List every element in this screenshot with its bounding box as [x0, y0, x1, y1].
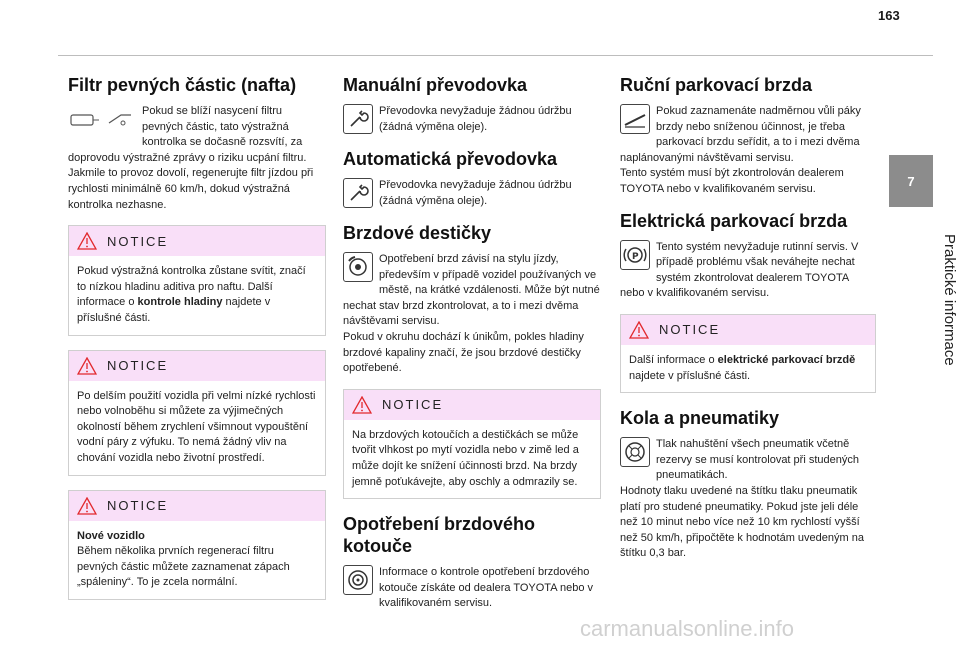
auto-gearbox-text: Převodovka nevyžaduje žádnou údržbu (žádná výměna oleje). [379, 179, 572, 207]
parking-brake-icon [620, 240, 650, 270]
notice-box [68, 350, 326, 476]
dpf-warning-icon [68, 104, 136, 134]
tyres-text: Tlak nahuštění všech pneumatik včetně rezervy se musí kontrolovat při studených pneumatikách. [656, 438, 859, 482]
notice-text: Během několika prvních regenerací filtru pevných částic můžete zaznamenat zápach „spáleniny“. To je zcela normální. [77, 545, 290, 589]
handbrake-text-2: Tento systém musí být zkontrolován dealerem TOYOTA nebo v kvalifikovaném servisu. [620, 167, 844, 195]
notice-box [620, 314, 876, 393]
notice-box [68, 490, 326, 600]
notice-title: NOTICE [107, 358, 169, 374]
heading-wheels-tyres: Kola a pneumatiky [620, 408, 780, 429]
brake-pads-text-2: Pokud v okruhu dochází k únikům, pokles hladiny brzdové kapaliny značí, že jsou brzdové destičky opotřebené. [343, 330, 584, 375]
header-rule [58, 55, 933, 56]
warning-triangle-icon [77, 232, 97, 250]
handbrake-text: Pokud zaznamenáte nadměrnou vůli páky brzdy nebo sníženou účinnost, je třeba parkovací brzdu seřídit, a to i mezi dvěma naplánovanými návštěvami servisu. [620, 105, 861, 164]
svg-text:P: P [632, 251, 639, 262]
chapter-tab[interactable]: 7 [889, 155, 933, 207]
notice-title: NOTICE [382, 397, 444, 413]
warning-triangle-icon [77, 497, 97, 515]
dpf-intro-2: Jakmile to provoz dovolí, regenerujte filtr jízdou při rychlosti minimálně 60 km/h, dokud výstražná kontrolka nezhasne. [68, 167, 314, 211]
notice-text: Po delším použití vozidla při velmi nízké rychlosti nebo volnoběhu si můžete za výjimečných okolností během zrychlení všimnout vypouštění vodní páry z výfuku. To nemá žádný vliv na chování vozidla nebo životní prostředí. [77, 389, 316, 464]
dpf-intro: Pokud se blíží nasycení filtru pevných částic, tato výstražná kontrolka se dočasně rozsvítí, za doprovodu výstražné zprávy o riziku ucpání filtru. [68, 105, 307, 164]
heading-electric-parking-brake: Elektrická parkovací brzda [620, 210, 848, 231]
page-number: 163 [878, 8, 900, 23]
column-dpf [68, 74, 326, 614]
chapter-label: Praktické informace [941, 234, 958, 366]
heading-auto-gearbox: Automatická převodovka [343, 149, 558, 169]
warning-triangle-icon [352, 396, 372, 414]
manual-gearbox-text: Převodovka nevyžaduje žádnou údržbu (žádná výměna oleje). [379, 105, 572, 133]
handbrake-lever-icon [620, 104, 650, 134]
notice-text: Další informace o elektrické parkovací brzdě najdete v příslušné části. [629, 353, 856, 382]
column-transmission-brakes [343, 74, 601, 612]
brake-pads-text: Opotřebení brzd závisí na stylu jízdy, především v případě vozidel používaných ve městě, na krátké vzdálenosti. Může být nutné nechat stav brzd zkontrolovat, a to i mezi dvěma návštěvami servisu. [343, 253, 600, 328]
tyres-text-2: Hodnoty tlaku uvedené na štítku tlaku pneumatik platí pro studené pneumatiky. Pokud jste jeli déle než 10 minut nebo více než 10 km rychlostí vyšší než 50 km/h, připočtěte k hodnotám uvedeným na štítku 0,3 bar. [620, 484, 864, 560]
notice-title: NOTICE [659, 322, 721, 338]
heading-brake-disc-wear: Opotřebení brzdového kotouče [343, 514, 536, 557]
tyre-icon [620, 437, 650, 467]
notice-text: Na brzdových kotoučích a destičkách se může tvořit vlhkost po mytí vozidla nebo v zimě led a může dojít ke snížení účinnosti brzd. Na brzdy jemně poťukávejte, aby oschly a odmrazily se. [352, 428, 579, 488]
column-parking-tyres [620, 74, 876, 562]
notice-title: NOTICE [107, 498, 169, 513]
warning-triangle-icon [629, 321, 649, 339]
heading-manual-gearbox: Manuální převodovka [343, 75, 528, 95]
notice-box [68, 225, 326, 335]
notice-title: NOTICE [107, 233, 169, 249]
notice-text: Pokud výstražná kontrolka zůstane svítit, značí to nízkou hladinu aditiva pro naftu. Další informace o kontrole hladiny najdete v příslušné části. [77, 265, 306, 324]
wrench-icon [343, 178, 373, 208]
watermark: carmanualsonline.info [580, 616, 795, 641]
wrench-icon [343, 104, 373, 134]
notice-bold-line: Nové vozidlo [77, 529, 145, 542]
heading-brake-pads: Brzdové destičky [343, 223, 492, 243]
brake-disc-icon [343, 565, 373, 595]
epb-text: Tento systém nevyžaduje rutinní servis. V případě problému však neváhejte nechat systém zkontrolovat dealerem TOYOTA nebo v kvalifikovaném servisu. [620, 240, 859, 300]
brake-pad-icon [343, 252, 373, 282]
warning-triangle-icon [77, 357, 97, 375]
brake-disc-text: Informace o kontrole opotřebení brzdového kotouče získáte od dealera TOYOTA nebo v kvalifikovaném servisu. [379, 566, 594, 610]
notice-box [343, 389, 601, 499]
heading-handbrake: Ruční parkovací brzda [620, 75, 813, 95]
heading-dpf: Filtr pevných částic (nafta) [68, 75, 297, 95]
